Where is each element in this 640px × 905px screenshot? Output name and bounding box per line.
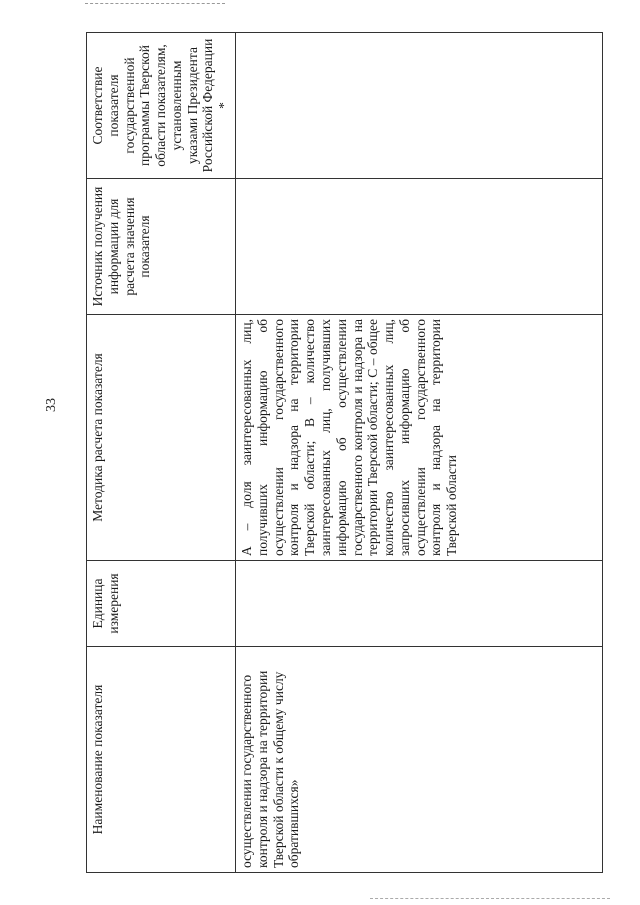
header-source: Источник получения информации для расчета значения показателя: [87, 179, 236, 315]
header-name: Наименование показателя: [87, 647, 236, 873]
cell-method: А – доля заинтересованных лиц, получивших информацию об осуществлении государственного контроля и надзора на территории Тверской области; В – количество заинтересованных лиц, получивших информацию об осуществлении государственного контроля и надзора на территории Тверской области; С – общее количество заинтересованных лиц, запросивших информацию об осуществлении государственного контроля и надзора на территории Тверской области: [236, 315, 603, 561]
table-row: [236, 33, 603, 873]
page-number: 33: [44, 398, 59, 412]
scan-artifact-bottom: [370, 898, 610, 901]
cell-compliance: [236, 33, 603, 179]
indicator-table: [86, 32, 603, 873]
header-unit: Единица измерения: [87, 561, 236, 647]
header-compliance: Соответствие показателя государственной программы Тверской области показателям, установленным указами Президента Российской Федерации *: [87, 33, 236, 179]
rotated-table-page: [86, 33, 598, 873]
header-method: Методика расчета показателя: [87, 315, 236, 561]
cell-source: [236, 179, 603, 315]
scan-artifact-top: [85, 3, 225, 6]
cell-unit: [236, 561, 603, 647]
cell-name: осуществлении государственного контроля и надзора на территории Тверской области к общему числу обратившихся»: [236, 647, 603, 873]
table-header-row: [87, 33, 236, 873]
